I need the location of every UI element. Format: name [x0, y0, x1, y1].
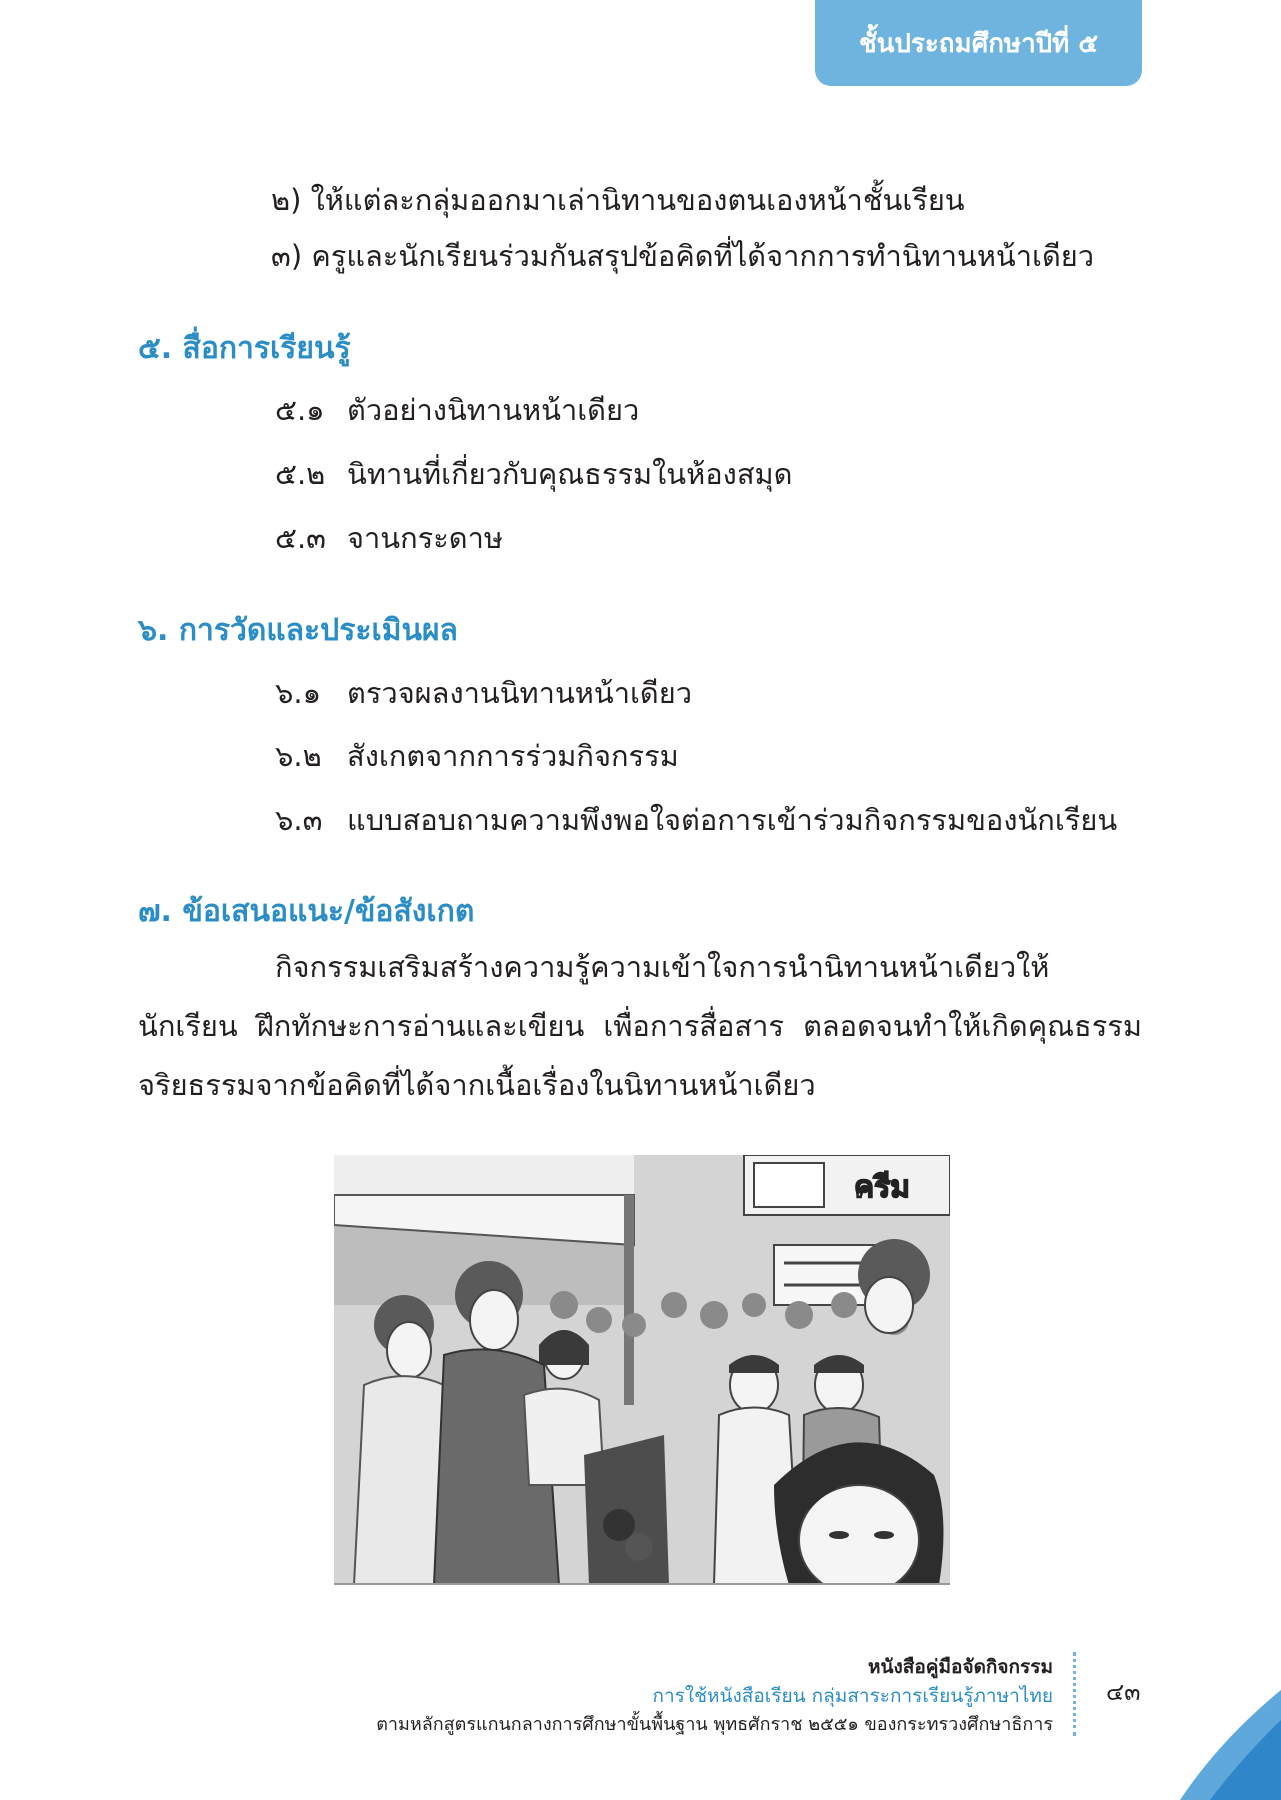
list-item — [275, 673, 692, 713]
item-text: ตรวจผลงานนิทานหน้าเดียว — [347, 676, 693, 710]
footer-subject: การใช้หนังสือเรียน กลุ่มสาระการเรียนรู้ภาษาไทย — [652, 1685, 1053, 1707]
step-2: ๒) ให้แต่ละกลุ่มออกมาเล่านิทานของตนเองหน้าชั้นเรียน — [271, 183, 965, 217]
item-text: สังเกตจากการร่วมกิจกรรม — [347, 739, 679, 773]
item-number: ๖.๒ — [275, 739, 322, 773]
item-text: จานกระดาษ — [347, 521, 504, 555]
page-curl-decoration — [1180, 1690, 1281, 1800]
section-5-title: ๕. สื่อการเรียนรู้ — [138, 331, 351, 366]
section-7-title: ๗. ข้อเสนอแนะ/ข้อสังเกต — [138, 894, 475, 929]
item-number: ๕.๒ — [275, 457, 326, 491]
section-7-paragraph: กิจกรรมเสริมสร้างความรู้ความเข้าใจการนำนิทานหน้าเดียวให้นักเรียน ฝึกทักษะการอ่านและเขียน เพื่อการสื่อสาร ตลอดจนทำให้เกิดคุณธรรมจริยธรรมจากข้อคิดที่ได้จากเนื้อเรื่องในนิทานหน้าเดียว — [138, 950, 1142, 1102]
list-item — [275, 454, 792, 494]
list-item — [275, 390, 639, 430]
section-6-title: ๖. การวัดและประเมินผล — [138, 613, 458, 648]
item-number: ๖.๑ — [275, 676, 322, 710]
list-item — [275, 518, 503, 558]
footer-curriculum: ตามหลักสูตรแกนกลางการศึกษาขั้นพื้นฐาน พุทธศักราช ๒๕๕๑ ของกระทรวงศึกษาธิการ — [376, 1714, 1053, 1735]
item-number: ๕.๑ — [275, 393, 325, 427]
item-text: ตัวอย่างนิทานหน้าเดียว — [347, 393, 640, 427]
grade-tab: ชั้นประถมศึกษาปีที่ ๕ — [815, 0, 1142, 86]
list-item — [275, 800, 1117, 840]
list-item — [275, 736, 679, 776]
item-text: นิทานที่เกี่ยวกับคุณธรรมในห้องสมุด — [347, 457, 793, 491]
item-number: ๖.๓ — [275, 803, 323, 837]
market-crowd-illustration — [334, 1155, 950, 1585]
item-number: ๕.๓ — [275, 521, 326, 555]
page-number: ๔๓ — [1106, 1678, 1141, 1706]
step-3: ๓) ครูและนักเรียนร่วมกันสรุปข้อคิดที่ได้จากการทำนิทานหน้าเดียว — [271, 239, 1095, 273]
footer-book-title: หนังสือคู่มือจัดกิจกรรม — [868, 1656, 1053, 1678]
item-text: แบบสอบถามความพึงพอใจต่อการเข้าร่วมกิจกรรมของนักเรียน — [347, 803, 1118, 837]
footer-divider — [1073, 1652, 1076, 1736]
sign-text: ครีม — [854, 1170, 910, 1205]
